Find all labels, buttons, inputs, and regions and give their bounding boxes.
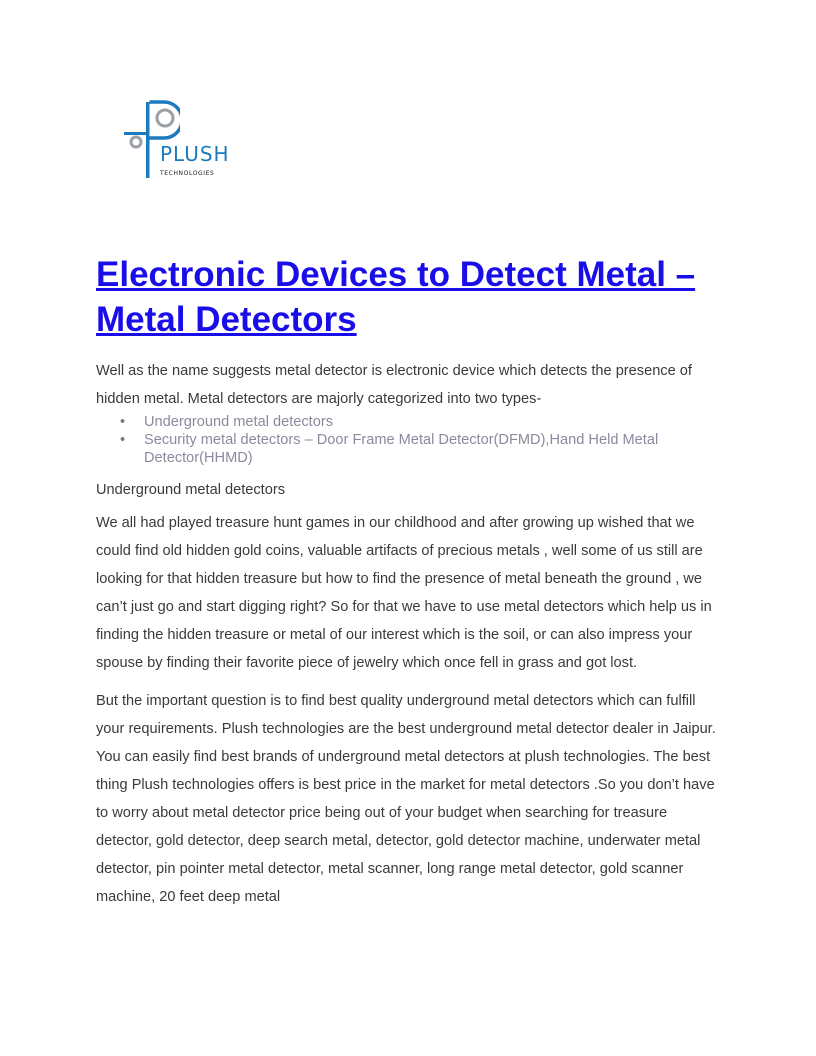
article-title-link[interactable]: Electronic Devices to Detect Metal – Metal Detectors	[96, 255, 696, 339]
body-paragraph-2: But the important question is to find best quality underground metal detectors which can fulfill your requirements. Plush technologies are the best underground metal detector dealer in Jaipur. You can easily find best brands of underground metal detectors at plush technologies. The best thing Plush technologies offers is best price in the market for metal detectors .So you don’t have to worry about metal detector price being out of your budget when searching for treasure detector, gold detector, deep search metal, detector, gold detector machine, underwater metal detector, pin pointer metal detector, metal scanner, long range metal detector, gold scanner machine, 20 feet deep metal	[96, 693, 716, 905]
intro-paragraph: Well as the name suggests metal detector is electronic device which detects the presence of hidden metal. Metal detectors are majorly categorized into two types-	[96, 363, 692, 407]
list-item: • Security metal detectors – Door Frame Metal Detector(DFMD),Hand Held Metal Detector(HHMD)	[144, 431, 720, 467]
section-heading: Underground metal detectors	[96, 482, 286, 498]
paragraph-spacer	[96, 677, 720, 687]
logo-subtitle: TECHNOLOGIES	[160, 170, 215, 177]
body-paragraph-1: We all had played treasure hunt games in our childhood and after growing up wished that we could find old hidden gold coins, valuable artifacts of precious metals , well some of us still are looking for that hidden treasure but how to find the presence of metal beneath the ground , we can’t just go and start digging right? So for that we have to use metal detectors which help us in finding the hidden treasure or metal of our interest which is the soil, or can also impress your spouse by finding their favorite piece of jewelry which once fell in grass and got lost.	[96, 515, 712, 671]
article-body	[96, 357, 720, 911]
plush-technologies-logo	[120, 96, 240, 186]
logo-wordmark: PLUSH	[160, 142, 230, 166]
list-item: • Underground metal detectors	[144, 413, 720, 431]
detector-types-list	[96, 413, 720, 467]
